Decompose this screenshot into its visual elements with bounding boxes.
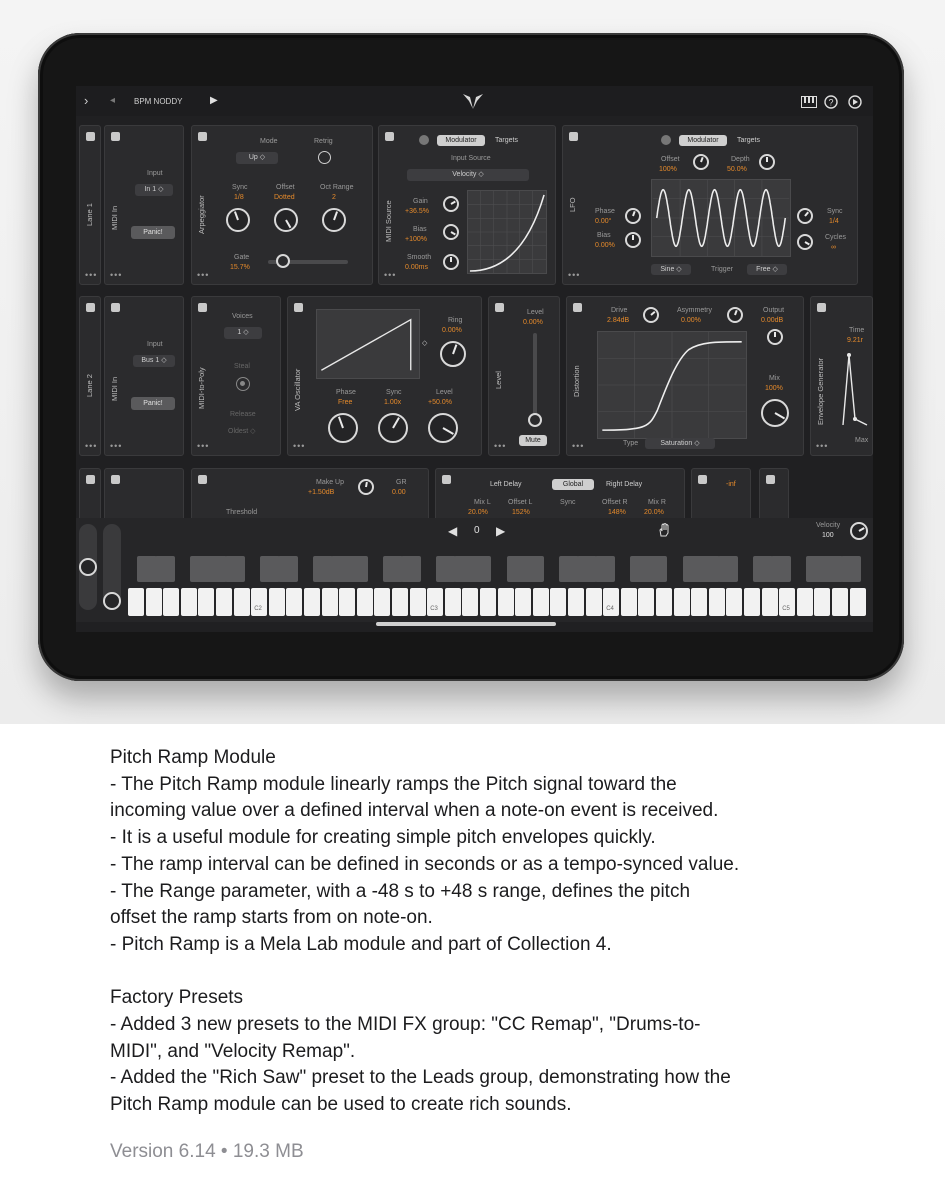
white-key[interactable] xyxy=(744,588,760,616)
white-key[interactable] xyxy=(128,588,144,616)
lfo-more-button[interactable]: ••• xyxy=(568,270,581,280)
white-key[interactable] xyxy=(339,588,355,616)
white-key[interactable] xyxy=(515,588,531,616)
previous-preset-button[interactable]: ◂ xyxy=(110,95,116,106)
midi-source-more-button[interactable]: ••• xyxy=(384,270,397,280)
version-separator: • xyxy=(220,1141,228,1162)
arp-retrig-toggle[interactable] xyxy=(318,151,331,164)
midi-source-toggle[interactable] xyxy=(385,132,394,141)
arpeggiator-label: Arpeggiator xyxy=(197,195,206,234)
meter-toggle[interactable] xyxy=(698,475,707,484)
lfo-offset-label: Offset xyxy=(661,156,680,163)
white-key[interactable] xyxy=(304,588,320,616)
app-logo-icon xyxy=(462,93,484,110)
white-key[interactable] xyxy=(656,588,672,616)
lfo-cycles-label: Cycles xyxy=(825,234,847,241)
arp-gate-value: 15.7% xyxy=(230,264,250,271)
lfo-phase-label: Phase xyxy=(595,208,615,215)
white-key[interactable] xyxy=(533,588,549,616)
midi-in-1-module xyxy=(104,125,184,285)
envelope-generator-module xyxy=(810,296,873,456)
black-key[interactable] xyxy=(841,556,861,582)
release-notes-line: Pitch Ramp Module xyxy=(110,747,276,768)
key-octave-label: C5 xyxy=(782,606,790,612)
midi-source-curve-graph xyxy=(467,190,547,274)
va-level-knob[interactable] xyxy=(428,413,458,443)
white-key[interactable] xyxy=(286,588,302,616)
level-mute-button[interactable]: Mute xyxy=(519,435,547,446)
level-more-button[interactable]: ••• xyxy=(494,441,507,451)
piano-keyboard[interactable] xyxy=(128,546,870,618)
delay-toggle[interactable] xyxy=(442,475,451,484)
midi-source-gain-knob[interactable] xyxy=(443,196,459,212)
mod-wheel-thumb[interactable] xyxy=(103,592,121,610)
settings-icon[interactable] xyxy=(848,95,862,109)
hand-icon[interactable] xyxy=(658,523,670,537)
black-key[interactable] xyxy=(524,556,544,582)
lfo-depth-knob[interactable] xyxy=(759,154,775,170)
distortion-label: Distortion xyxy=(572,365,581,397)
distortion-more-button[interactable]: ••• xyxy=(572,441,585,451)
lane-3-toggle[interactable] xyxy=(86,475,95,484)
distortion-type-select[interactable]: Saturation ◇ xyxy=(645,438,715,449)
black-key[interactable] xyxy=(771,556,791,582)
white-key[interactable] xyxy=(726,588,742,616)
midi-source-input-select[interactable]: Velocity ◇ xyxy=(407,169,529,181)
white-key[interactable] xyxy=(322,588,338,616)
arpeggiator-more-button[interactable]: ••• xyxy=(197,270,210,280)
midi-source-label: MIDI Source xyxy=(384,200,393,242)
release-notes-line: - Pitch Ramp is a Mela Lab module and part of Collection 4. xyxy=(110,933,612,955)
midi-source-smooth-label: Smooth xyxy=(407,254,432,261)
arp-offset-knob[interactable] xyxy=(274,208,298,232)
white-key[interactable] xyxy=(586,588,602,616)
delay-offset-r-value: 148% xyxy=(608,509,626,516)
distortion-output-value: 0.00dB xyxy=(761,317,784,324)
midi-in-1-input-select[interactable]: In 1 ◇ xyxy=(135,184,173,196)
envelope-time-label: Time xyxy=(849,327,865,334)
level-module xyxy=(488,296,560,456)
octave-up-button[interactable]: ▶ xyxy=(496,524,506,538)
key-octave-label: C2 xyxy=(254,606,262,612)
midi-to-poly-toggle[interactable] xyxy=(198,303,207,312)
va-oscillator-toggle[interactable] xyxy=(294,303,303,312)
midi-source-module xyxy=(378,125,556,285)
envelope-max-label: Max xyxy=(855,437,869,444)
help-icon[interactable] xyxy=(824,95,838,109)
lane-2-strip xyxy=(79,296,101,456)
distortion-mix-value: 100% xyxy=(765,385,783,392)
release-notes-line: offset the ramp starts from on note-on. xyxy=(110,907,433,929)
va-sync-label: Sync xyxy=(386,389,402,396)
white-key[interactable] xyxy=(374,588,390,616)
sidebar-toggle-button[interactable]: › xyxy=(84,93,89,108)
midi-to-poly-more-button[interactable]: ••• xyxy=(197,441,210,451)
distortion-type-label: Type xyxy=(623,440,639,447)
level-fader-track[interactable] xyxy=(533,333,537,421)
arp-mode-label: Mode xyxy=(260,138,278,145)
lfo-depth-value: 50.0% xyxy=(727,166,747,173)
delay-tab-global[interactable]: Global xyxy=(552,479,594,490)
release-notes-line: Factory Presets xyxy=(110,987,244,1009)
white-key[interactable] xyxy=(797,588,813,616)
white-key[interactable] xyxy=(181,588,197,616)
lfo-cycles-value: ∞ xyxy=(831,244,836,251)
lane-1-more-button[interactable]: ••• xyxy=(85,270,98,280)
arp-sync-value: 1/8 xyxy=(234,194,244,201)
midi-in-1-input-label: Input xyxy=(147,170,163,177)
white-key[interactable] xyxy=(234,588,250,616)
lfo-tab-modulator[interactable]: Modulator xyxy=(679,135,727,146)
va-oscillator-waveform-graph xyxy=(316,309,420,379)
va-sync-value: 1.00x xyxy=(384,399,402,406)
envelope-generator-label: Envelope Generator xyxy=(816,357,825,425)
piano-icon[interactable] xyxy=(801,96,817,108)
envelope-graph xyxy=(841,349,871,429)
midi-source-gain-value: +36.5% xyxy=(405,208,429,215)
version-footer xyxy=(110,1141,304,1163)
va-level-value: +50.0% xyxy=(428,399,452,406)
release-notes-line: incoming value over a defined interval when a note-on event is received. xyxy=(110,800,719,822)
arp-oct-range-value: 2 xyxy=(332,194,336,201)
midi-to-poly-module xyxy=(191,296,281,456)
arp-sync-knob[interactable] xyxy=(226,208,250,232)
midi-source-tab-targets[interactable]: Targets xyxy=(495,137,518,144)
distortion-output-label: Output xyxy=(763,307,785,314)
va-oscillator-more-button[interactable]: ••• xyxy=(293,441,306,451)
lane-2-toggle[interactable] xyxy=(86,303,95,312)
white-key[interactable] xyxy=(832,588,848,616)
white-key[interactable] xyxy=(638,588,654,616)
distortion-asymmetry-knob[interactable] xyxy=(727,307,743,323)
level-toggle[interactable] xyxy=(495,303,504,312)
va-phase-label: Phase xyxy=(336,389,356,396)
midi-source-gain-label: Gain xyxy=(413,198,428,205)
black-key[interactable] xyxy=(647,556,667,582)
top-bar xyxy=(76,86,873,116)
white-key[interactable] xyxy=(480,588,496,616)
app-screen xyxy=(76,86,873,632)
lfo-phase-value: 0.00° xyxy=(595,218,612,225)
lfo-trigger-select[interactable]: Free ◇ xyxy=(747,264,787,275)
white-key[interactable] xyxy=(146,588,162,616)
midi-source-bias-label: Bias xyxy=(413,226,427,233)
midi-in-2-label: MIDI In xyxy=(110,376,119,401)
midi-source-tab-modulator[interactable]: Modulator xyxy=(437,135,485,146)
lfo-power-icon[interactable] xyxy=(661,135,671,145)
lfo-bias-knob[interactable] xyxy=(625,232,641,248)
lfo-offset-knob[interactable] xyxy=(693,154,709,170)
lfo-phase-knob[interactable] xyxy=(625,208,641,224)
delay-offset-r-label: Offset R xyxy=(602,499,628,506)
arp-sync-label: Sync xyxy=(232,184,248,191)
version-text: Version 6.14 xyxy=(110,1141,216,1162)
black-key[interactable] xyxy=(471,556,491,582)
midi-in-1-label: MIDI In xyxy=(110,205,119,230)
distortion-toggle[interactable] xyxy=(573,303,582,312)
midi-source-input-source-label: Input Source xyxy=(451,155,491,162)
lane-2-more-button[interactable]: ••• xyxy=(85,441,98,451)
key-octave-label: C4 xyxy=(606,606,614,612)
midi-source-bias-knob[interactable] xyxy=(443,224,459,240)
arp-offset-value: Dotted xyxy=(274,194,295,201)
white-key[interactable] xyxy=(445,588,461,616)
release-notes-gap xyxy=(110,959,830,986)
distortion-asymmetry-label: Asymmetry xyxy=(677,307,712,314)
midi-to-poly-steal-label: Steal xyxy=(234,363,250,370)
lane-1-label: Lane 1 xyxy=(85,203,94,226)
lfo-depth-label: Depth xyxy=(731,156,750,163)
va-oscillator-module xyxy=(287,296,482,456)
release-notes-line: - It is a useful module for creating simple pitch envelopes quickly. xyxy=(110,827,656,849)
distortion-module xyxy=(566,296,804,456)
envelope-generator-toggle[interactable] xyxy=(817,303,826,312)
black-key[interactable] xyxy=(595,556,615,582)
midi-in-2-more-button[interactable]: ••• xyxy=(110,441,123,451)
lane-1-strip xyxy=(79,125,101,285)
black-key[interactable] xyxy=(155,556,175,582)
compressor-gr-value: 0.00 xyxy=(392,489,406,496)
arp-oct-range-label: Oct Range xyxy=(320,184,354,191)
white-key[interactable] xyxy=(392,588,408,616)
compressor-makeup-knob[interactable] xyxy=(358,479,374,495)
va-phase-value: Free xyxy=(338,399,353,406)
arp-gate-label: Gate xyxy=(234,254,250,261)
pitch-bend-thumb[interactable] xyxy=(79,558,97,576)
lfo-offset-value: 100% xyxy=(659,166,677,173)
module-row3-extra-toggle[interactable] xyxy=(766,475,775,484)
white-key[interactable] xyxy=(568,588,584,616)
black-key[interactable] xyxy=(401,556,421,582)
distortion-asymmetry-value: 0.00% xyxy=(681,317,701,324)
midi-source-power-icon[interactable] xyxy=(419,135,429,145)
release-notes-line: MIDI", and "Velocity Remap". xyxy=(110,1040,356,1062)
level-fader-thumb[interactable] xyxy=(528,413,542,427)
lfo-bias-label: Bias xyxy=(597,232,611,239)
midi-to-poly-release-select[interactable]: Oldest ◇ xyxy=(228,428,256,435)
va-sync-knob[interactable] xyxy=(378,413,408,443)
white-key[interactable] xyxy=(814,588,830,616)
delay-offset-l-value: 152% xyxy=(512,509,530,516)
delay-sync-label: Sync xyxy=(560,499,576,506)
white-key[interactable] xyxy=(163,588,179,616)
velocity-knob[interactable] xyxy=(850,522,868,540)
arp-retrig-label: Retrig xyxy=(314,138,333,145)
midi-source-bias-value: +100% xyxy=(405,236,427,243)
distortion-curve-graph xyxy=(597,331,747,439)
velocity-label: Velocity xyxy=(816,522,841,529)
compressor-makeup-label: Make Up xyxy=(316,479,345,486)
home-indicator xyxy=(376,622,556,626)
midi-in-1-more-button[interactable]: ••• xyxy=(110,270,123,280)
white-key[interactable] xyxy=(198,588,214,616)
lfo-sync-label: Sync xyxy=(827,208,843,215)
lfo-toggle[interactable] xyxy=(569,132,578,141)
delay-mix-r-label: Mix R xyxy=(648,499,666,506)
compressor-gr-label: GR xyxy=(396,479,407,486)
white-key[interactable] xyxy=(410,588,426,616)
lfo-label: LFO xyxy=(568,197,577,212)
delay-mix-l-label: Mix L xyxy=(474,499,491,506)
release-notes-line: - The Pitch Ramp module linearly ramps the Pitch signal toward the xyxy=(110,773,677,795)
level-label: Level xyxy=(527,309,544,316)
delay-tab-left[interactable]: Left Delay xyxy=(490,481,522,488)
level-value: 0.00% xyxy=(523,319,543,326)
distortion-drive-label: Drive xyxy=(611,307,628,314)
midi-to-poly-voices-select[interactable]: 1 ◇ xyxy=(224,327,262,339)
lane-2-label: Lane 2 xyxy=(85,374,94,397)
midi-to-poly-steal-toggle[interactable] xyxy=(236,377,250,391)
preset-name[interactable]: BPM NODDY xyxy=(134,97,183,106)
lfo-tab-targets[interactable]: Targets xyxy=(737,137,760,144)
lfo-waveform-graph xyxy=(651,179,791,257)
white-key[interactable] xyxy=(850,588,866,616)
midi-in-2-toggle[interactable] xyxy=(111,303,120,312)
lfo-sync-knob[interactable] xyxy=(797,208,813,224)
white-key[interactable] xyxy=(498,588,514,616)
arp-gate-slider-thumb[interactable] xyxy=(276,254,290,268)
midi-in-2-input-select[interactable]: Bus 1 ◇ xyxy=(133,355,175,367)
release-notes-line: - Added 3 new presets to the MIDI FX group: "CC Remap", "Drums-to- xyxy=(110,1014,701,1036)
distortion-drive-knob[interactable] xyxy=(643,307,659,323)
envelope-more-button[interactable]: ••• xyxy=(816,441,829,451)
compressor-threshold-label: Threshold xyxy=(226,509,258,516)
white-key[interactable] xyxy=(709,588,725,616)
distortion-mix-label: Mix xyxy=(769,375,780,382)
octave-down-button[interactable]: ◀ xyxy=(448,524,458,538)
release-notes-line: - The ramp interval can be defined in seconds or as a tempo-synced value. xyxy=(110,853,740,875)
arpeggiator-toggle[interactable] xyxy=(198,132,207,141)
midi-in-2-input-label: Input xyxy=(147,341,163,348)
white-key[interactable] xyxy=(550,588,566,616)
white-key[interactable] xyxy=(462,588,478,616)
compressor-makeup-value: +1.50dB xyxy=(308,489,335,496)
lfo-waveform-select[interactable]: Sine ◇ xyxy=(651,264,691,275)
distortion-drive-value: 2.84dB xyxy=(607,317,630,324)
key-octave-label: C3 xyxy=(430,606,438,612)
midi-in-1-toggle[interactable] xyxy=(111,132,120,141)
lfo-bias-value: 0.00% xyxy=(595,242,615,249)
va-phase-knob[interactable] xyxy=(328,413,358,443)
distortion-mix-knob[interactable] xyxy=(761,399,789,427)
black-key[interactable] xyxy=(278,556,298,582)
release-notes-line: - The Range parameter, with a -48 s to +48 s range, defines the pitch xyxy=(110,880,691,902)
release-notes-line: Pitch Ramp module can be used to create rich sounds. xyxy=(110,1094,572,1116)
lfo-trigger-label: Trigger xyxy=(711,266,733,273)
va-ring-knob[interactable] xyxy=(440,341,466,367)
release-notes xyxy=(110,745,830,1119)
lfo-sync-value: 1/4 xyxy=(829,218,839,225)
level-module-label: Level xyxy=(494,371,503,389)
compressor-toggle[interactable] xyxy=(198,475,207,484)
white-key[interactable] xyxy=(216,588,232,616)
lfo-cycles-knob[interactable] xyxy=(797,234,813,250)
meter-value: -inf xyxy=(726,481,736,488)
delay-tab-right[interactable]: Right Delay xyxy=(606,481,643,488)
va-oscillator-label: VA Oscillator xyxy=(293,368,302,411)
release-notes-line: - Added the "Rich Saw" preset to the Leads group, demonstrating how the xyxy=(110,1067,731,1089)
black-key[interactable] xyxy=(225,556,245,582)
va-oscillator-wave-chevron[interactable]: ◇ xyxy=(422,340,428,347)
white-key[interactable] xyxy=(762,588,778,616)
arpeggiator-module xyxy=(191,125,373,285)
va-ring-label: Ring xyxy=(448,317,463,324)
white-key[interactable] xyxy=(691,588,707,616)
delay-mix-r-value: 20.0% xyxy=(644,509,664,516)
lane-1-toggle[interactable] xyxy=(86,132,95,141)
arp-oct-range-knob[interactable] xyxy=(322,208,346,232)
midi-source-smooth-knob[interactable] xyxy=(443,254,459,270)
lfo-module xyxy=(562,125,858,285)
midi-source-smooth-value: 0.00ms xyxy=(405,264,428,271)
midi-to-poly-voices-label: Voices xyxy=(232,313,253,320)
octave-value: 0 xyxy=(474,525,480,536)
velocity-value: 100 xyxy=(822,532,834,539)
delay-mix-l-value: 20.0% xyxy=(468,509,488,516)
black-key[interactable] xyxy=(718,556,738,582)
black-key[interactable] xyxy=(348,556,368,582)
delay-offset-l-label: Offset L xyxy=(508,499,533,506)
white-key[interactable] xyxy=(621,588,637,616)
midi-to-poly-release-label: Release xyxy=(230,411,256,418)
midi-in-1-panic-button[interactable]: Panic! xyxy=(131,226,175,239)
white-key[interactable] xyxy=(269,588,285,616)
arp-mode-select[interactable]: Up ◇ xyxy=(236,152,278,164)
va-ring-value: 0.00% xyxy=(442,327,462,334)
play-button[interactable]: ▶ xyxy=(210,95,218,106)
midi-in-2-module xyxy=(104,296,184,456)
download-size: 19.3 MB xyxy=(232,1141,304,1162)
arp-offset-label: Offset xyxy=(276,184,295,191)
va-level-label: Level xyxy=(436,389,453,396)
envelope-time-value: 9.21r xyxy=(847,337,863,344)
keyboard-panel xyxy=(76,518,873,622)
midi-in-2-panic-button[interactable]: Panic! xyxy=(131,397,175,410)
distortion-output-knob[interactable] xyxy=(767,329,783,345)
svg-text:?: ? xyxy=(828,97,834,108)
midi-in-3-toggle[interactable] xyxy=(111,475,120,484)
white-key[interactable] xyxy=(674,588,690,616)
white-key[interactable] xyxy=(357,588,373,616)
midi-to-poly-label: MIDI-to-Poly xyxy=(197,367,206,409)
